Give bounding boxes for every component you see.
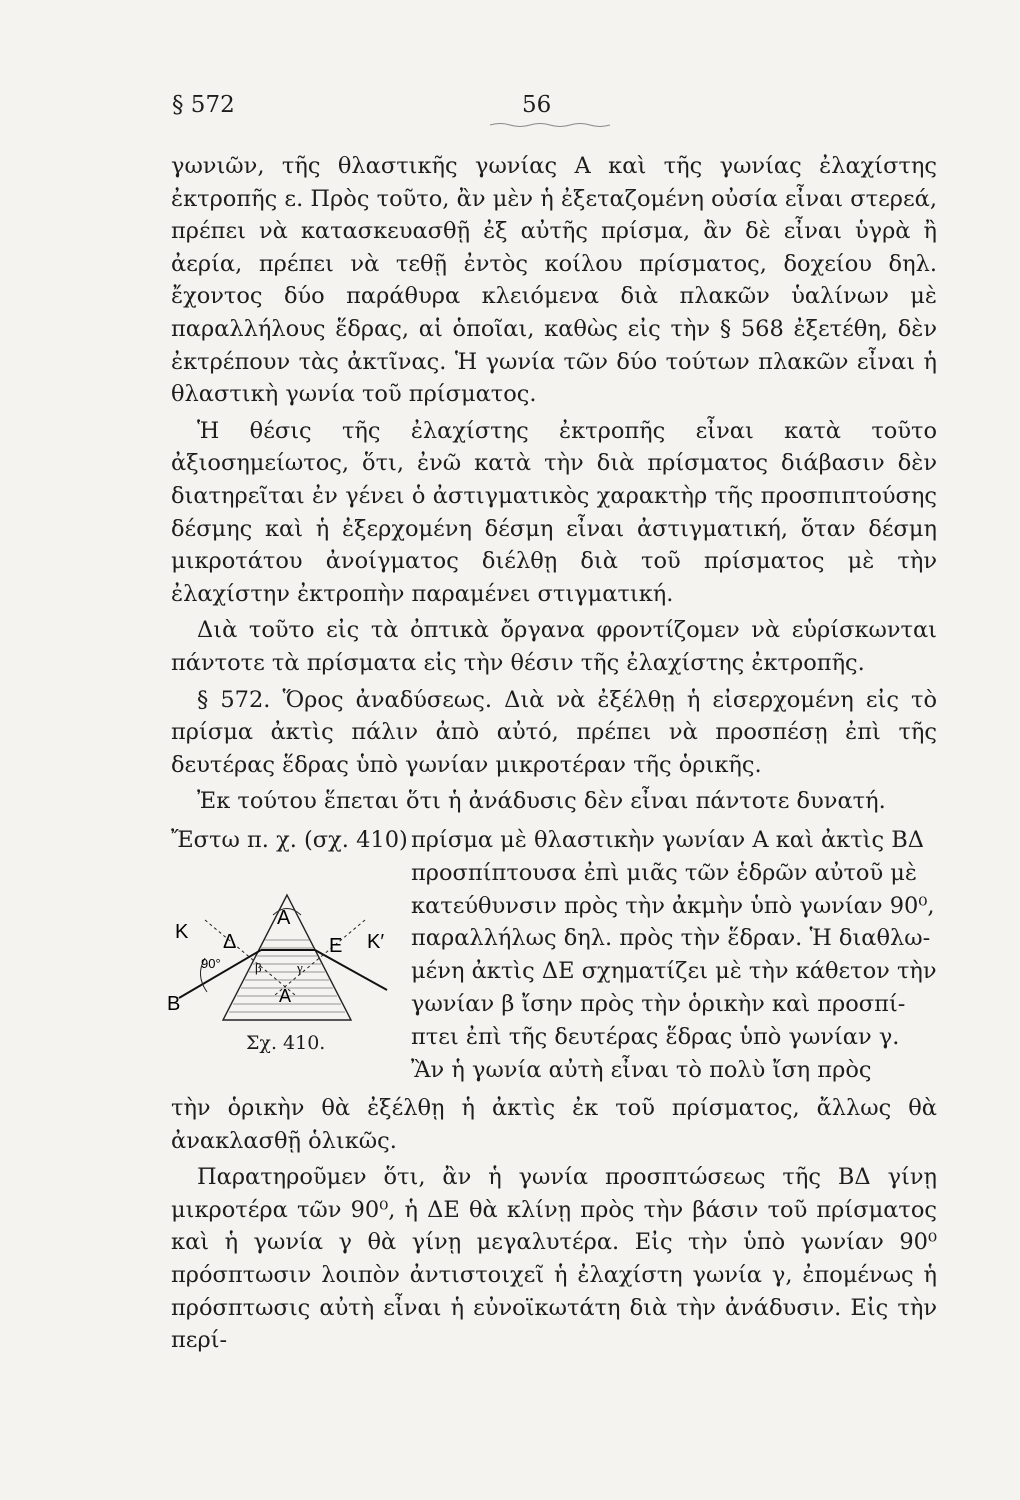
text-line: πρίσμα μὲ θλαστικὴν γωνίαν Α καὶ ἀκτὶς ΒΔ xyxy=(411,827,925,853)
label-K: K xyxy=(175,921,189,943)
label-K-prime: K′ xyxy=(367,931,385,953)
paragraph: γωνιῶν, τῆς θλαστικῆς γωνίας Α καὶ τῆς γωνίας ἐλαχίστης ἐκτροπῆς ε. Πρὸς τοῦτο, ἂν μὲν ἡ ἐξεταζομένη οὐσία εἶναι στερεά, πρέπει νὰ κατασκευασθῇ ἐξ αὐτῆς πρίσμα, ἂν δὲ εἶναι ὑγρὰ ἢ ἀερία, πρέπει νὰ τεθῇ ἐντὸς κοίλου πρίσματος, δοχείου δηλ. ἔχοντος δύο παράθυρα κλειόμενα διὰ πλακῶν ὑαλίνων μὲ παραλλήλους ἕδρας, αἱ ὁποῖαι, καθὼς εἰς τὴν § 568 ἐξετέθη, δὲν ἐκτρέπουν τὰς ἀκτῖνας. Ἡ γωνία τῶν δύο τούτων πλακῶν εἶναι ἡ θλαστικὴ γωνία τοῦ πρίσματος. xyxy=(171,153,937,408)
page-header xyxy=(172,92,937,128)
section-number: § 572 xyxy=(172,92,235,118)
text-line: πτει ἐπὶ τῆς δευτέρας ἕδρας ὑπὸ γωνίαν γ. xyxy=(411,1023,900,1050)
label-gamma: γ xyxy=(297,960,303,975)
normal-line xyxy=(275,920,365,995)
paragraph: Ἐκ τούτου ἕπεται ὅτι ἡ ἀνάδυσις δὲν εἶναι πάντοτε δυνατή. xyxy=(197,788,886,815)
header-flourish xyxy=(490,122,610,128)
text-line: μένη ἀκτὶς ΔΕ σχηματίζει μὲ τὴν κάθετον τὴν xyxy=(411,958,937,985)
figure-wrapped-text xyxy=(411,824,937,1086)
label-beta: β xyxy=(255,960,262,975)
paragraph: Ἡ θέσις τῆς ἐλαχίστης ἐκτροπῆς εἶναι κατὰ τοῦτο ἀξιοσημείωτος, ὅτι, ἐνῶ κατὰ τὴν διὰ πρίσματος διάβασιν δὲν διατηρεῖται ἐν γένει ὁ ἀστιγματικὸς χαρακτὴρ τῆς προσπιπτούσης δέσμης καὶ ἡ ἐξερχομένη δέσμη εἶναι ἀστιγματική, ὅταν δέσμη μικροτάτου ἀνοίγματος διέλθῃ διὰ τοῦ πρίσματος μὲ τὴν ἐλαχίστην ἐκτροπὴν παραμένει στιγματική. xyxy=(171,417,937,607)
label-90: 90° xyxy=(201,956,221,971)
text-line: προσπίπτουσα ἐπὶ μιᾶς τῶν ἑδρῶν αὐτοῦ μὲ xyxy=(411,859,917,886)
body-text-top xyxy=(171,150,937,818)
label-delta: Δ xyxy=(223,931,237,953)
paragraph: τὴν ὁρικὴν θὰ ἐξέλθῃ ἡ ἀκτὶς ἐκ τοῦ πρίσματος, ἄλλως θὰ ἀνακλασθῇ ὁλικῶς. xyxy=(171,1095,937,1154)
text-line: παραλλήλως δηλ. πρὸς τὴν ἕδραν. Ἡ διαθλω- xyxy=(411,925,931,952)
text-line: Ἂν ἡ γωνία αὐτὴ εἶναι τὸ πολὺ ἴση πρὸς xyxy=(411,1056,872,1083)
paragraph: Διὰ τοῦτο εἰς τὰ ὀπτικὰ ὄργανα φροντίζομεν νὰ εὑρίσκωνται πάντοτε τὰ πρίσματα εἰς τὴν θέσιν τῆς ἐλαχίστης ἐκτροπῆς. xyxy=(171,617,937,676)
label-apex-lower: A xyxy=(279,986,292,1006)
figure-caption: Σχ. 410. xyxy=(246,1032,326,1054)
paragraph: Παρατηροῦμεν ὅτι, ἂν ἡ γωνία προσπτώσεως τῆς ΒΔ γίνῃ μικροτέρα τῶν 90⁰, ἡ ΔΕ θὰ κλίνῃ πρὸς τὴν βάσιν τοῦ πρίσματος καὶ ἡ γωνία γ θὰ γίνῃ μεγαλυτέρα. Εἰς τὴν ὑπὸ γωνίαν 90⁰ πρόσπτωσιν λοιπὸν ἀντιστοιχεῖ ἡ ἐλαχίστη γωνία γ, ἐπομένως ἡ πρόσπτωσις αὐτὴ εἶναι ἡ εὐνοϊκωτάτη διὰ τὴν ἀνάδυσιν. Εἰς τὴν περί- xyxy=(171,1164,937,1354)
section-heading-paragraph: § 572. Ὅρος ἀναδύσεως. Διὰ νὰ ἐξέλθῃ ἡ εἰσερχομένη εἰς τὸ πρίσμα ἀκτὶς πάλιν ἀπὸ αὐτό, πρέπει νὰ προσπέσῃ ἐπὶ τῆς δευτέρας ἕδρας ὑπὸ γωνίαν μικροτέραν τῆς ὁρικῆς. xyxy=(171,686,937,778)
label-E: E xyxy=(329,935,343,957)
label-B: B xyxy=(167,993,181,1015)
text-line: κατεύθυνσιν πρὸς τὴν ἀκμὴν ὑπὸ γωνίαν 90⁰, xyxy=(411,892,935,919)
body-text-bottom xyxy=(171,1092,937,1357)
label-apex: A xyxy=(277,907,291,929)
text-line: γωνίαν β ἴσην πρὸς τὴν ὁρικὴν καὶ προσπί- xyxy=(411,990,906,1017)
page-number: 56 xyxy=(522,92,552,118)
wrap-lead-text: Ἔστω π. χ. (σχ. 410) xyxy=(171,827,408,853)
